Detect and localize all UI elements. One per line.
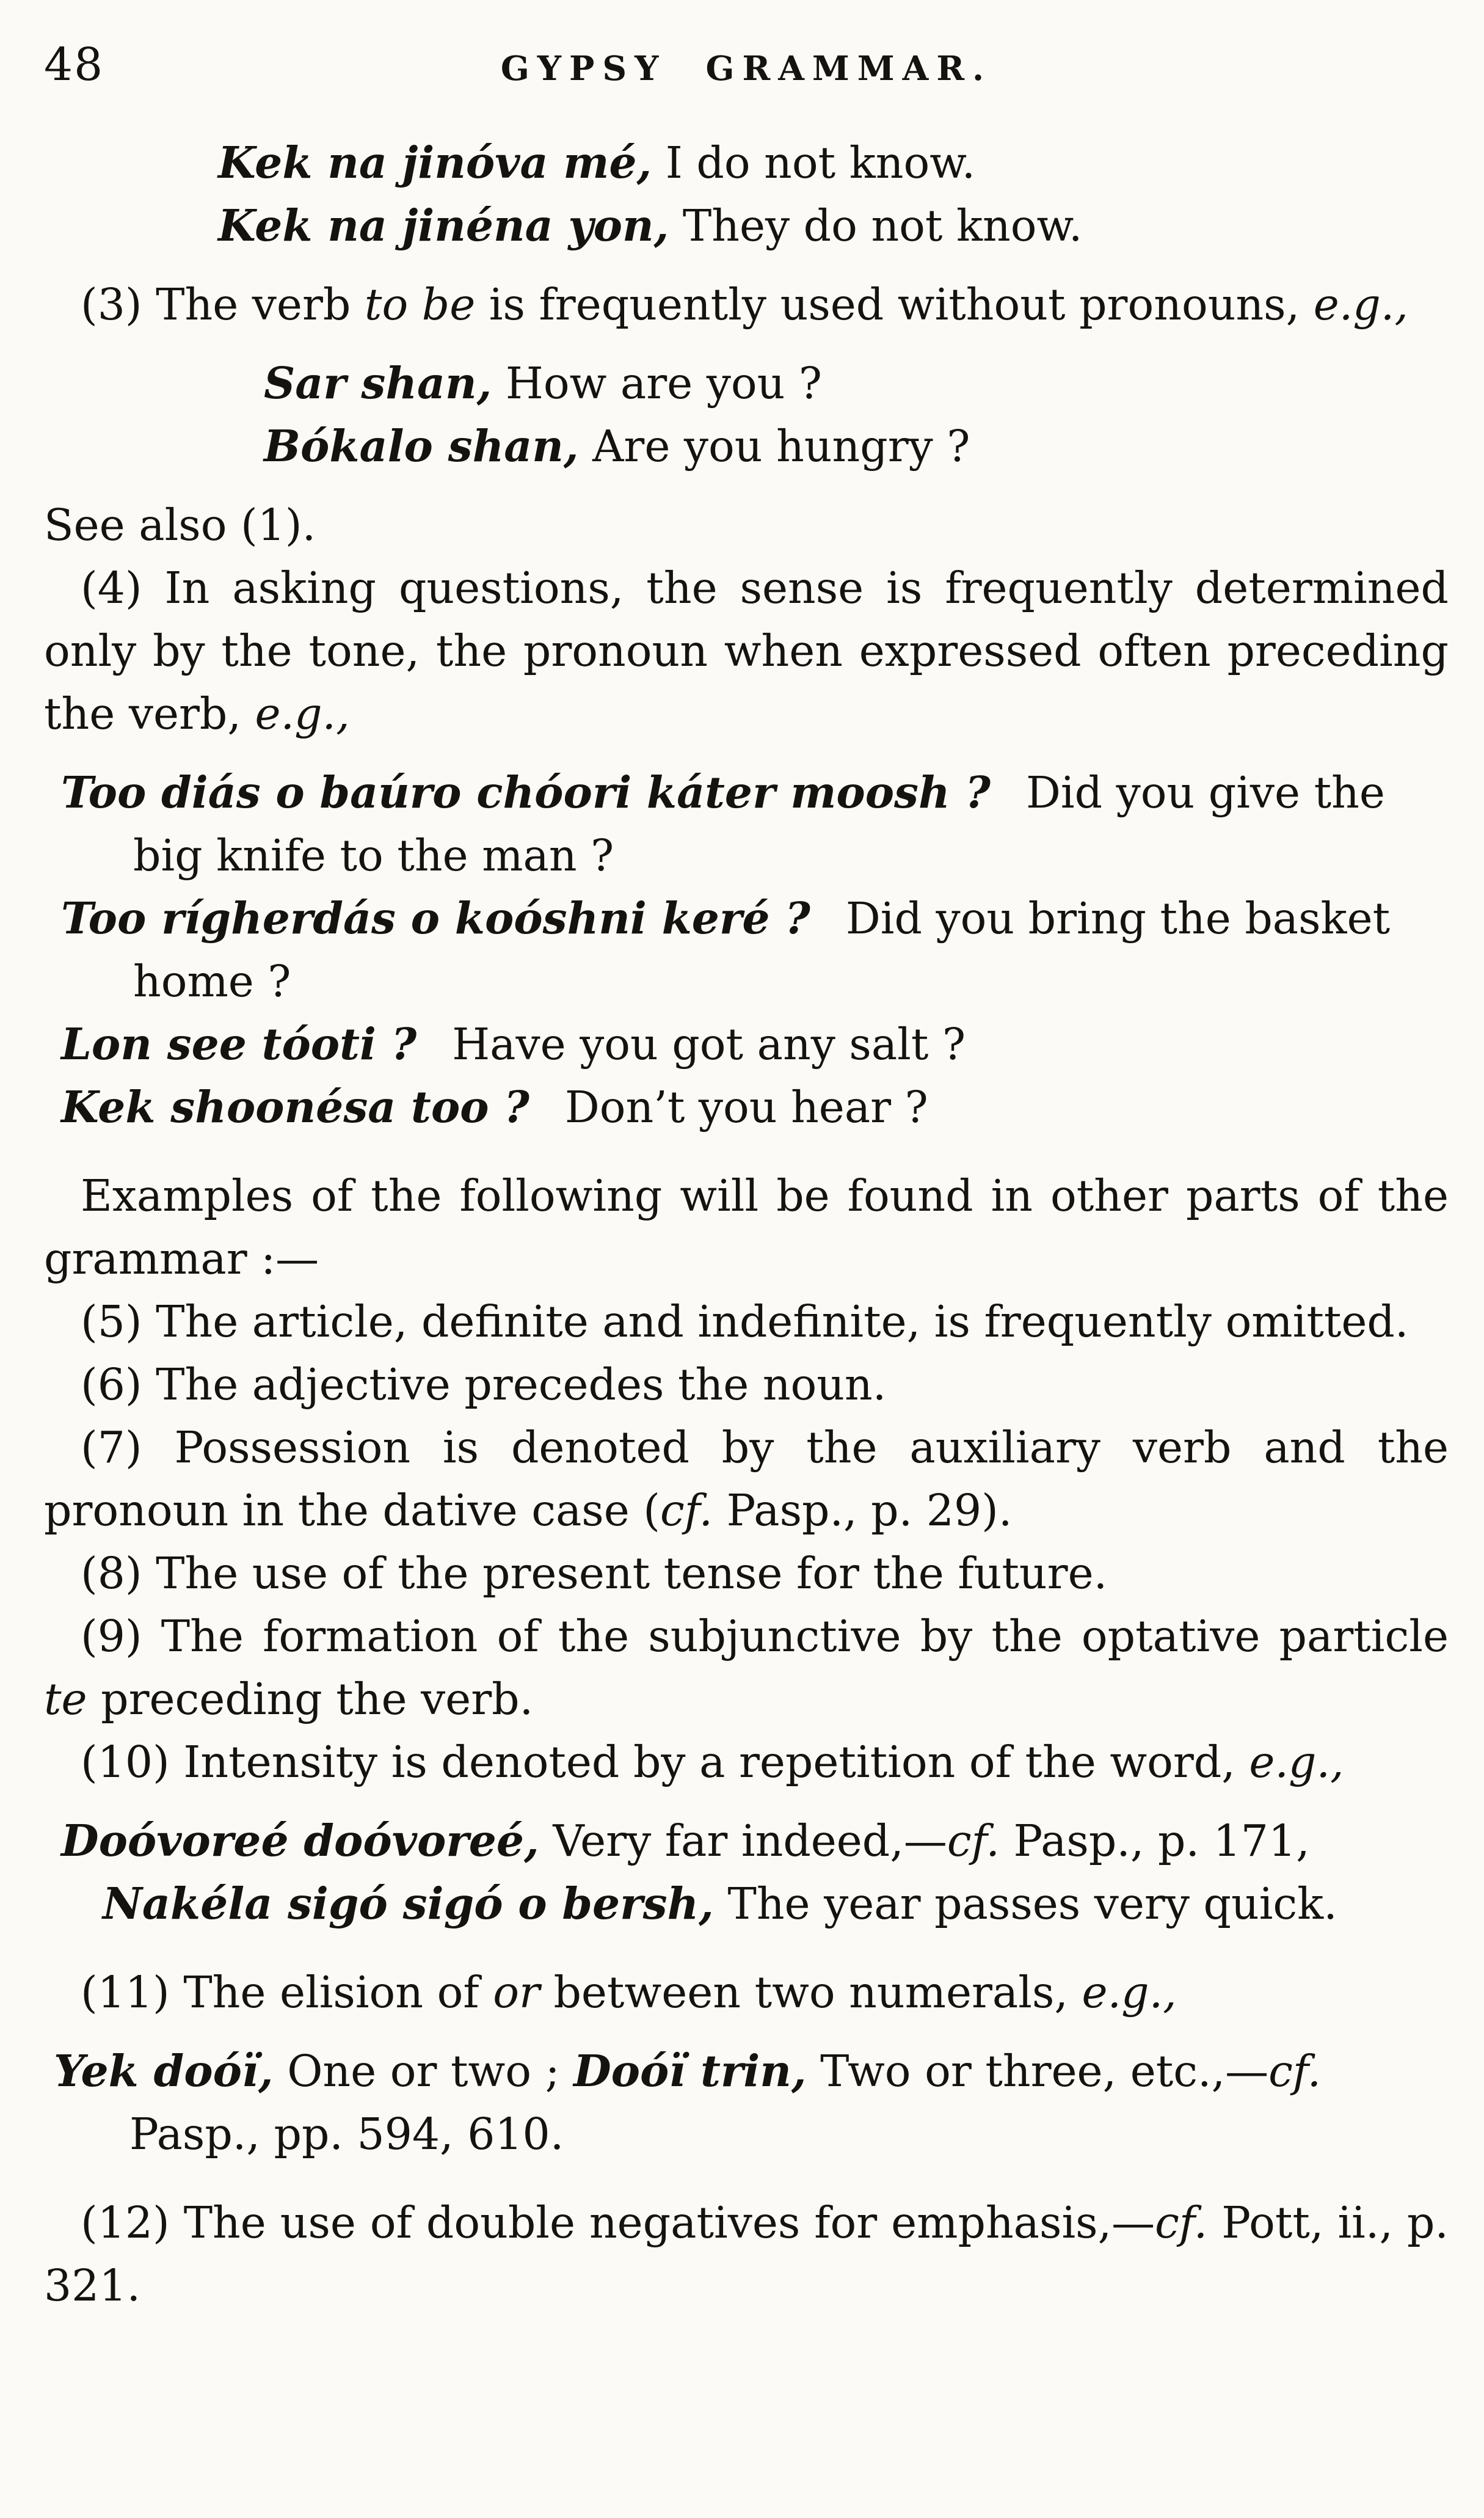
paragraph-8: (8) The use of the present tense for the future. [81, 1548, 1108, 1599]
example-line [61, 1013, 1449, 1076]
translation: One or two ; [273, 2046, 574, 2097]
translation: Have you got any salt ? [452, 1019, 966, 1070]
italic-term: cf. [1155, 2197, 1208, 2248]
gypsy-phrase: Kek na jinéna yon, [218, 200, 669, 251]
example-line [264, 352, 1449, 415]
gypsy-phrase: Kek shoonésa too ? [61, 1081, 529, 1133]
text-segment: (7) Possession is denoted by the auxiliary verb and the pronoun in the dative case ( [44, 1422, 1449, 1536]
text-segment: preceding the verb. [87, 1674, 534, 1724]
gypsy-phrase: Bókalo shan, [264, 420, 579, 472]
translation: The year passes very quick. [713, 1878, 1337, 1929]
text-segment: Pasp., p. 29). [713, 1485, 1013, 1536]
paragraph-7 [44, 1416, 1449, 1542]
translation: Did you give the big knife to the man ? [133, 767, 1385, 881]
text-segment: is frequently used without pronouns, [475, 279, 1314, 330]
gypsy-phrase: Too diás o baúro chóori káter moosh ? [61, 767, 991, 818]
intro-paragraph: Examples of the following will be found in other parts of the grammar :— [44, 1170, 1449, 1284]
example-line [218, 131, 1449, 194]
paragraph-9 [44, 1605, 1449, 1731]
text-segment: (3) The verb [81, 279, 365, 330]
text-segment: between two numerals, [539, 1967, 1082, 2018]
gypsy-phrase: Nakéla sigó sigó o bersh, [103, 1878, 714, 1929]
italic-term: e.g., [1249, 1737, 1344, 1787]
italic-term: cf. [947, 1816, 1000, 1866]
see-also-note: See also (1). [44, 500, 316, 550]
translation: Don’t you hear ? [564, 1082, 928, 1133]
italic-term: or [493, 1967, 540, 2018]
text-segment: Pasp., pp. 594, 610. [129, 2109, 564, 2159]
example-line [103, 1872, 1449, 1935]
italic-term: cf. [1268, 2046, 1322, 2097]
italic-term: e.g., [255, 688, 350, 739]
translation: I do not know. [652, 137, 976, 188]
paragraph-12 [44, 2191, 1449, 2317]
text-segment: Pott, ii., p. 321. [44, 2197, 1449, 2311]
italic-term: e.g., [1313, 279, 1408, 330]
translation: How are you ? [492, 358, 822, 409]
italic-term: to be [364, 279, 476, 330]
text-segment: (9) The formation of the subjunctive by the optative particle [81, 1611, 1449, 1662]
italic-term: te [44, 1674, 87, 1724]
translation: Very far indeed,— [539, 1816, 947, 1866]
text-segment: (10) Intensity is denoted by a repetition of the word, [81, 1737, 1249, 1787]
translation: They do not know. [669, 200, 1083, 251]
translation: Did you bring the basket home ? [133, 893, 1391, 1007]
gypsy-phrase: Doóï trin, [573, 2045, 807, 2097]
paragraph-3 [44, 273, 1449, 336]
paragraph-6: (6) The adjective precedes the noun. [81, 1359, 887, 1410]
italic-term: cf. [660, 1485, 713, 1536]
gypsy-phrase: Yek doóï, [54, 2045, 274, 2097]
text-segment: (11) The elision of [81, 1967, 493, 2018]
example-line [61, 1809, 1449, 1872]
paragraph-10 [44, 1731, 1449, 1794]
text-segment: Pasp., p. 171, [999, 1816, 1310, 1866]
translation: Are you hungry ? [578, 421, 970, 472]
italic-term: e.g., [1082, 1967, 1177, 2018]
example-line [54, 2040, 1449, 2166]
gypsy-phrase: Lon see tóoti ? [61, 1018, 417, 1070]
text-segment: (4) In asking questions, the sense is frequently determined only by the tone, the pronoun when expressed often preceding the verb, [44, 563, 1449, 739]
gypsy-phrase: Kek na jinóva mé, [218, 137, 652, 188]
running-title: GYPSY GRAMMAR. [500, 48, 992, 88]
example-line [61, 761, 1449, 887]
example-line [61, 1076, 1449, 1139]
paragraph-11 [44, 1961, 1449, 2024]
gypsy-phrase: Sar shan, [264, 357, 492, 409]
text-segment: (12) The use of double negatives for emphasis,— [81, 2197, 1155, 2248]
page-number: 48 [44, 38, 104, 91]
gypsy-phrase: Too rígherdás o koóshni keré ? [61, 892, 810, 944]
example-line [264, 415, 1449, 478]
translation: Two or three, etc.,— [806, 2046, 1269, 2097]
page-header [44, 34, 1449, 100]
gypsy-phrase: Doóvoreé doóvoreé, [61, 1815, 539, 1866]
example-line [61, 887, 1449, 1013]
paragraph-5: (5) The article, definite and indefinite, is frequently omitted. [81, 1296, 1409, 1347]
example-line [218, 194, 1449, 257]
paragraph-4 [44, 557, 1449, 745]
